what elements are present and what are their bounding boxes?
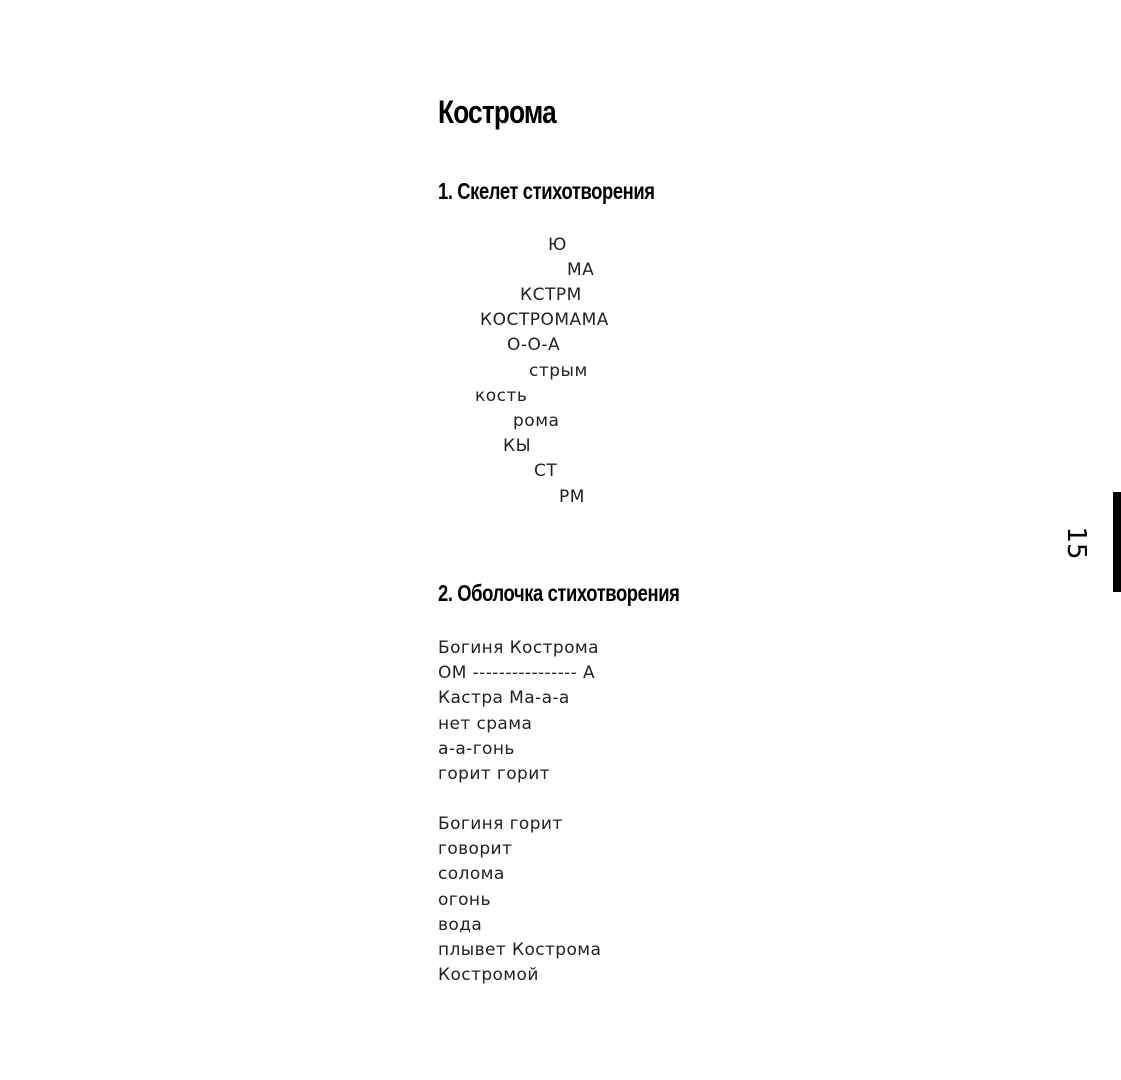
poem-stanza xyxy=(438,812,601,988)
poem-line: вода xyxy=(438,914,483,935)
poem-line: РМ xyxy=(559,487,585,507)
poem-line: говорит xyxy=(438,839,513,860)
poem-line: Богиня горит xyxy=(438,814,563,834)
poem-line: КСТРМ xyxy=(520,285,582,305)
poem-line: плывет Кострома xyxy=(438,939,602,960)
poem-line: КЫ xyxy=(503,436,532,456)
poem-line: СТ xyxy=(534,461,558,481)
poem-line: солома xyxy=(438,864,505,885)
poem-line: огонь xyxy=(438,889,491,910)
poem-line: рома xyxy=(513,411,560,431)
section-heading-shell: 2. Оболочка стихотворения xyxy=(438,580,680,606)
page-number: 15 xyxy=(1061,526,1091,560)
poem-line: ОМ ---------------- А xyxy=(438,663,596,684)
poem-line: КОСТРОМАМА xyxy=(480,310,609,330)
poem-line: нет срама xyxy=(438,713,533,734)
poem-line: Костромой xyxy=(438,965,539,986)
section-heading-skeleton: 1. Скелет стихотворения xyxy=(438,178,655,204)
page-title: Кострома xyxy=(438,94,556,130)
poem-line: горит горит xyxy=(438,763,550,784)
page-edge-bar xyxy=(1113,492,1121,592)
poem-line: стрым xyxy=(529,361,588,381)
poem-line: кость xyxy=(475,386,528,406)
poem-line: Богиня Кострома xyxy=(438,638,599,658)
poem-line: МА xyxy=(567,260,595,280)
poem-stanza xyxy=(438,636,599,787)
poem-line: а-а-гонь xyxy=(438,738,515,759)
poem-line: Кастра Ма-а-а xyxy=(438,688,570,709)
poem-line: О-О-А xyxy=(507,335,561,355)
poem-line: Ю xyxy=(548,235,567,255)
